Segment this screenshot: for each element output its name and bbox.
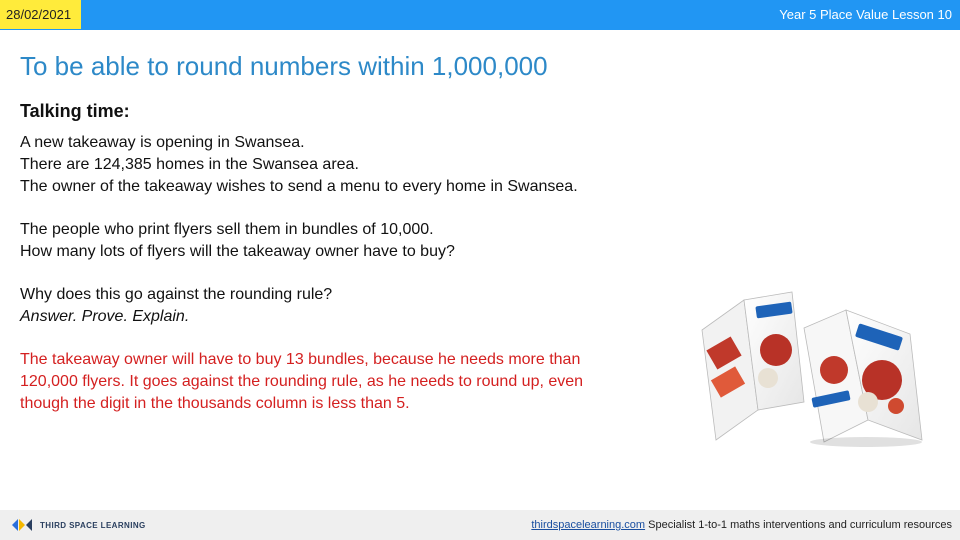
answer-line: The takeaway owner will have to buy 13 bundles, because he needs more than [20,351,581,368]
header-bar [0,0,960,30]
slide-content [20,100,680,415]
footer-bar [0,510,960,540]
brand-logo [12,518,146,532]
question-paragraph [20,219,680,263]
answer-paragraph [20,349,680,415]
question-line: How many lots of flyers will the takeaway owner have to buy? [20,243,455,260]
scenario-line: There are 124,385 homes in the Swansea area. [20,156,359,173]
takeaway-flyer-image [696,290,936,450]
scenario-paragraph [20,132,680,198]
website-link[interactable]: thirdspacelearning.com [531,519,646,531]
answer-line: though the digit in the thousands column is less than 5. [20,395,410,412]
reasoning-prompt: Answer. Prove. Explain. [20,308,190,325]
scenario-line: A new takeaway is opening in Swansea. [20,134,305,151]
reasoning-question: Why does this go against the rounding rule? [20,286,333,303]
page-title: To be able to round numbers within 1,000,000 [20,51,548,81]
section-heading: Talking time: [20,101,130,121]
logo-icon [12,519,34,531]
reasoning-paragraph [20,284,680,328]
logo-text: THIRD SPACE LEARNING [40,520,146,530]
date-label: 28/02/2021 [0,0,81,29]
footer-credits [531,510,952,540]
question-line: The people who print flyers sell them in bundles of 10,000. [20,221,434,238]
answer-line: 120,000 flyers. It goes against the rounding rule, as he needs to round up, even [20,373,584,390]
footer-tagline: Specialist 1-to-1 maths interventions and curriculum resources [648,519,952,531]
scenario-line: The owner of the takeaway wishes to send a menu to every home in Swansea. [20,178,578,195]
lesson-title: Year 5 Place Value Lesson 10 [779,7,952,22]
